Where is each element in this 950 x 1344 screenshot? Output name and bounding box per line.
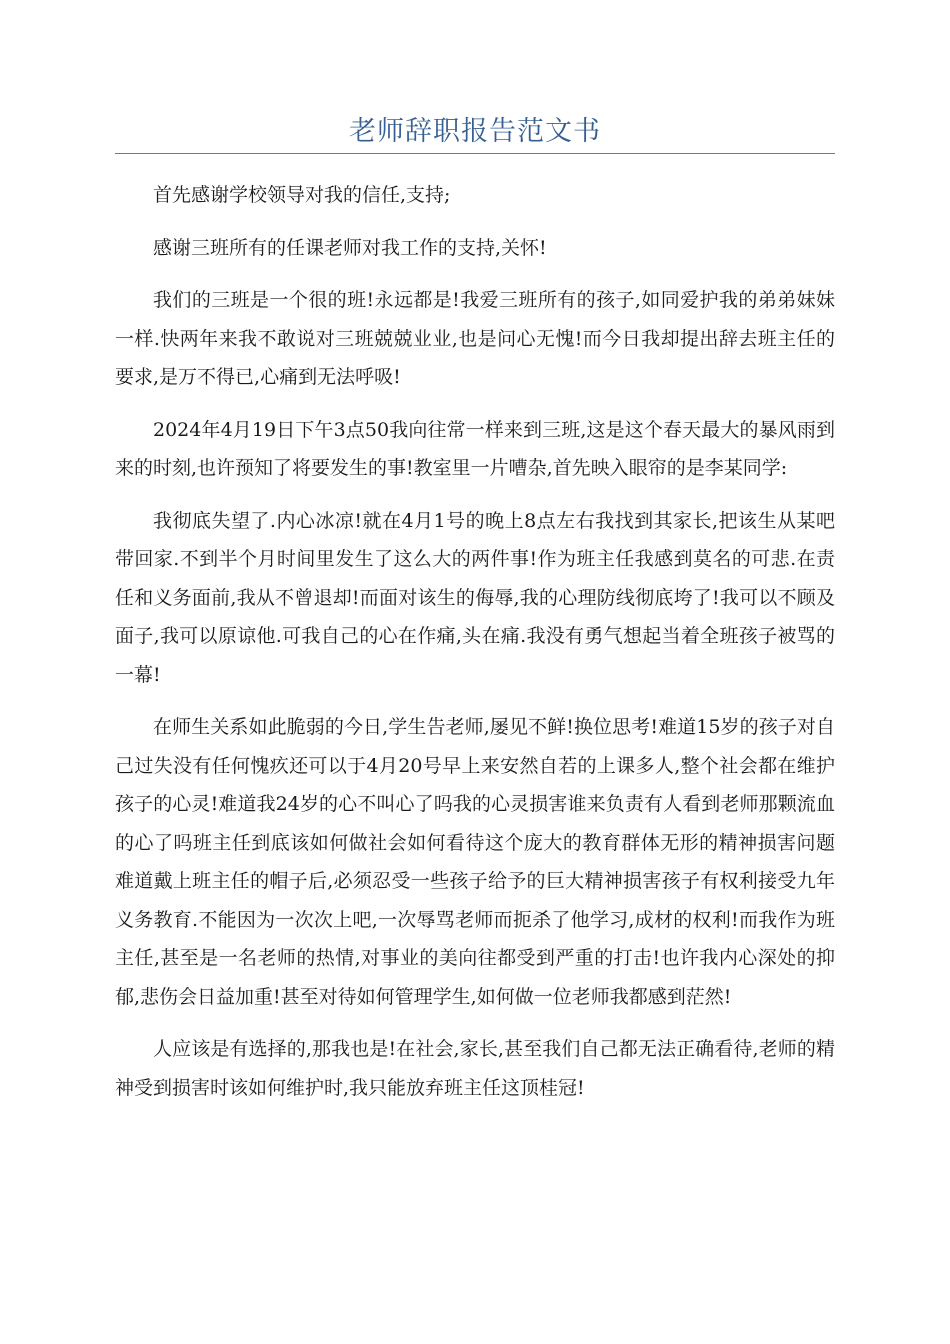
- paragraph: 2024年4月19日下午3点50我向往常一样来到三班,这是这个春天最大的暴风雨到来的时刻,也许预知了将要发生的事!教室里一片嘈杂,首先映入眼帘的是李某同学:: [115, 418, 835, 479]
- title-underline: [115, 153, 835, 154]
- paragraph: 感谢三班所有的任课老师对我工作的支持,关怀!: [153, 236, 547, 259]
- paragraph: 我彻底失望了.内心冰凉!就在4月1号的晚上8点左右我找到其家长,把该生从某吧带回家.不到半个月时间里发生了这么大的两件事!作为班主任我感到莫名的可悲.在责任和义务面前,我从不曾退却!而面对该生的侮辱,我的心理防线彻底垮了!我可以不顾及面子,我可以原谅他.可我自己的心在作痛,头在痛.我没有勇气想起当着全班孩子被骂的一幕!: [115, 509, 835, 686]
- paragraph: 首先感谢学校领导对我的信任,支持;: [153, 184, 451, 206]
- paragraph: 人应该是有选择的,那我也是!在社会,家长,甚至我们自己都无法正确看待,老师的精神受到损害时该如何维护时,我只能放弃班主任这顶桂冠!: [115, 1038, 835, 1099]
- document-body: [115, 176, 835, 1121]
- document-title: 老师辞职报告范文书: [349, 116, 601, 147]
- paragraph: 在师生关系如此脆弱的今日,学生告老师,屡见不鲜!换位思考!难道15岁的孩子对自己过失没有任何愧疚还可以于4月20号早上来安然自若的上课多人,整个社会都在维护孩子的心灵!难道我24岁的心不叫心了吗我的心灵损害谁来负责有人看到老师那颗流血的心了吗班主任到底该如何做社会如何看待这个庞大的教育群体无形的精神损害问题难道戴上班主任的帽子后,必须忍受一些孩子给予的巨大精神损害孩子有权利接受九年义务教育.不能因为一次次上吧,一次辱骂老师而扼杀了他学习,成材的权利!而我作为班主任,甚至是一名老师的热情,对事业的美向往都受到严重的打击!也许我内心深处的抑郁,悲伤会日益加重!甚至对待如何管理学生,如何做一位老师我都感到茫然!: [115, 716, 835, 1008]
- paragraph: 我们的三班是一个很的班!永远都是!我爱三班所有的孩子,如同爱护我的弟弟妹妹一样.快两年来我不敢说对三班兢兢业业,也是问心无愧!而今日我却提出辞去班主任的要求,是万不得已,心痛到无法呼吸!: [115, 289, 835, 388]
